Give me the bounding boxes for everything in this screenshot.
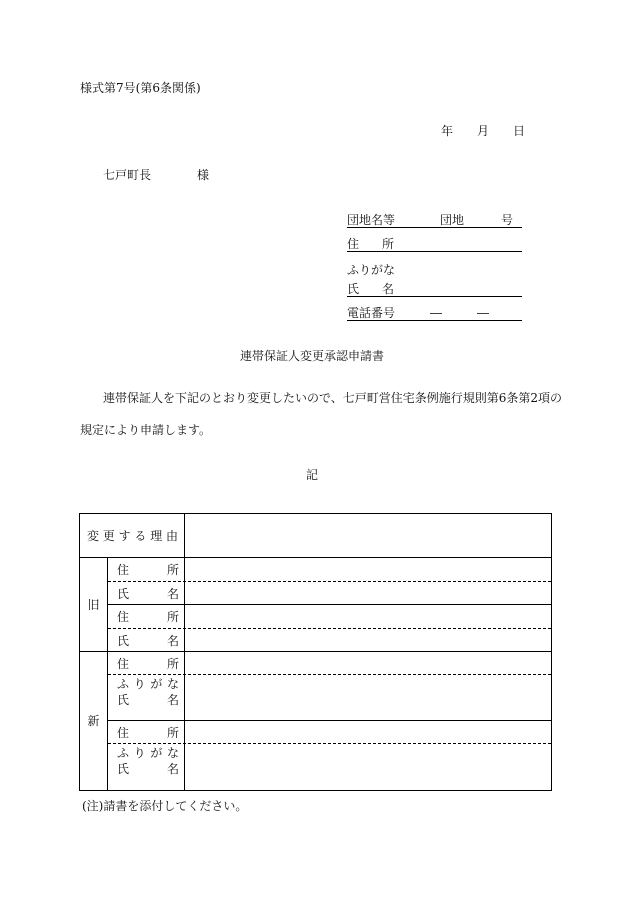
complex-label: 団地名等 <box>347 213 396 227</box>
label-char: 氏 <box>117 633 130 648</box>
new-name-value <box>185 675 551 720</box>
name-label <box>347 282 394 296</box>
label-char: 住 <box>347 237 360 251</box>
old-name-value <box>185 582 551 604</box>
old-name-row <box>108 629 551 652</box>
new-name-label <box>117 761 179 776</box>
ki-heading: 記 <box>306 468 319 482</box>
label-char: 住 <box>117 610 130 624</box>
label-char: す <box>118 529 131 543</box>
guarantor-change-table <box>79 513 552 791</box>
old-name-label <box>117 582 179 604</box>
form-number: 様式第7号(第6条関係) <box>80 81 201 95</box>
label-char: 氏 <box>347 282 360 296</box>
label-char: な <box>166 745 179 760</box>
label-char: 所 <box>166 725 179 740</box>
old-name-row <box>108 582 551 605</box>
label-char: ふ <box>117 676 130 691</box>
body-line-2: 規定により申請します。 <box>80 423 212 437</box>
reason-row <box>80 514 551 558</box>
label-char: な <box>166 676 179 691</box>
label-char: 所 <box>381 237 394 251</box>
new-name-label-group <box>117 745 179 776</box>
label-char: 所 <box>166 563 179 577</box>
new-name-row <box>108 744 551 790</box>
reason-label <box>87 514 178 557</box>
date-day-label: 日 <box>513 124 526 138</box>
new-name-value <box>185 744 551 790</box>
new-address-row <box>108 721 551 744</box>
label-char: 名 <box>166 586 179 601</box>
new-furigana-label <box>117 676 179 691</box>
old-address-row <box>108 605 551 629</box>
old-address-row <box>108 558 551 582</box>
date-year-label: 年 <box>441 124 454 138</box>
footnote: (注)請書を添付してください。 <box>82 799 248 813</box>
addressee-name: 七戸町長 <box>103 168 152 182</box>
phone-line <box>347 306 522 321</box>
address-line <box>347 237 522 252</box>
label-char: 氏 <box>117 586 130 601</box>
old-section-label: 旧 <box>80 558 108 652</box>
label-char: 名 <box>166 633 179 648</box>
reason-value-cell <box>185 514 551 557</box>
addressee-honorific: 様 <box>197 168 210 182</box>
label-char: 所 <box>166 656 179 671</box>
new-name-row <box>108 675 551 721</box>
label-char: り <box>133 745 146 760</box>
label-char: り <box>133 676 146 691</box>
label-char: 住 <box>117 725 130 740</box>
old-name-label <box>117 629 179 651</box>
new-name-label <box>117 692 179 707</box>
date-month-label: 月 <box>477 124 490 138</box>
applicant-block <box>347 0 522 330</box>
label-char: 変 <box>87 529 100 543</box>
label-char: 氏 <box>117 761 130 776</box>
old-address-label <box>117 558 179 581</box>
furigana-label: ふりがな <box>347 263 396 277</box>
new-address-row <box>108 652 551 675</box>
label-char: 住 <box>117 563 130 577</box>
name-line <box>347 282 522 297</box>
label-char: 氏 <box>117 692 130 707</box>
label-column-divider <box>184 514 185 790</box>
new-address-value <box>185 721 551 743</box>
document-title: 連帯保証人変更承認申請書 <box>240 349 385 363</box>
new-section-label: 新 <box>80 652 108 790</box>
old-address-value <box>185 605 551 628</box>
new-furigana-label <box>117 745 179 760</box>
label-char: 由 <box>165 529 178 543</box>
label-char: が <box>150 745 163 760</box>
old-address-label <box>117 605 179 628</box>
phone-label: 電話番号 <box>347 306 396 320</box>
new-address-value <box>185 652 551 674</box>
label-char: が <box>150 676 163 691</box>
body-line-1: 連帯保証人を下記のとおり変更したいので、七戸町営住宅条例施行規則第6条第2項の <box>103 391 563 405</box>
label-char: 名 <box>166 761 179 776</box>
label-char: 名 <box>166 692 179 707</box>
address-label <box>347 237 394 251</box>
label-char: 名 <box>381 282 394 296</box>
phone-separator: ― <box>430 306 442 320</box>
room-unit: 号 <box>501 213 514 227</box>
old-name-value <box>185 629 551 651</box>
old-address-value <box>185 558 551 581</box>
label-char: ふ <box>117 745 130 760</box>
phone-separator: ― <box>477 306 489 320</box>
complex-line <box>347 213 522 228</box>
label-char: 所 <box>166 610 179 624</box>
new-name-label-group <box>117 676 179 707</box>
label-char: る <box>134 529 147 543</box>
complex-unit: 団地 <box>440 213 465 227</box>
label-char: 住 <box>117 656 130 671</box>
new-address-label <box>117 721 179 743</box>
label-char: 理 <box>150 529 163 543</box>
new-address-label <box>117 652 179 674</box>
label-char: 更 <box>102 529 115 543</box>
